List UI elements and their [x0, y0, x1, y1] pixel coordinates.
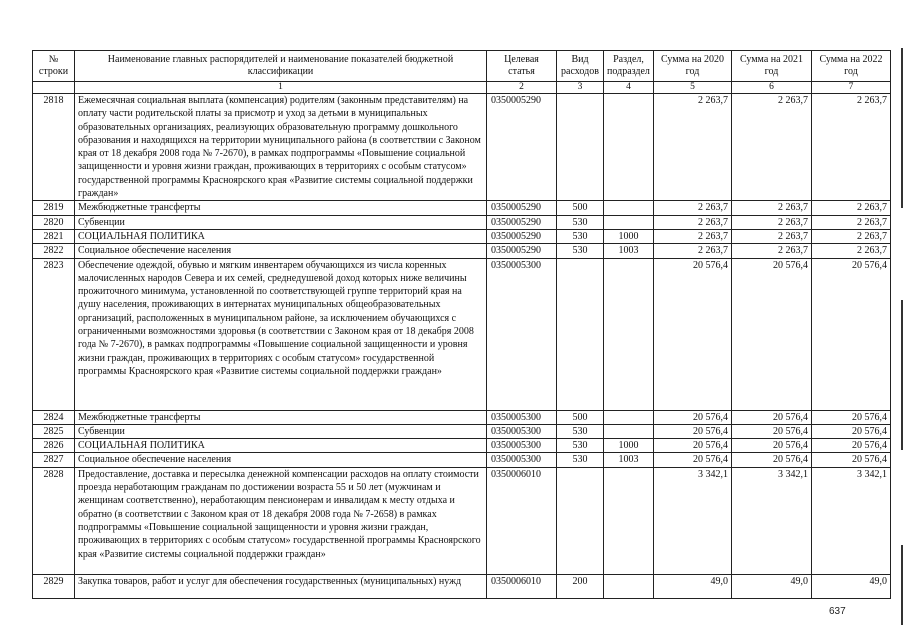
row-target-article: 0350005300: [487, 258, 557, 410]
row-sum-2020: 20 576,4: [654, 410, 732, 424]
row-target-article: 0350005300: [487, 424, 557, 438]
row-section: 1003: [604, 244, 654, 258]
row-target-article: 0350005300: [487, 439, 557, 453]
row-sum-2022: 2 263,7: [812, 229, 891, 243]
row-name: Ежемесячная социальная выплата (компенсация) родителям (законным представителям) на оплату части родительской платы за присмотр и уход за детьми в муниципальных образовательных организациях, реализующих образовательную программу дошкольного образования и находящихся на территории муниципального района (в соответствии с Законом края от 18 декабря 2008 года № 7-2670), в рамках подпрограммы «Повышение социальной защищенности и уровня жизни граждан, проживающих в территориях с особым статусом» государственной программы Красноярского края «Развитие системы социальной поддержки граждан»: [75, 94, 487, 201]
row-number: 2828: [33, 467, 75, 574]
row-number: 2820: [33, 215, 75, 229]
row-target-article: 0350005290: [487, 94, 557, 201]
row-sum-2022: 20 576,4: [812, 439, 891, 453]
row-name: СОЦИАЛЬНАЯ ПОЛИТИКА: [75, 439, 487, 453]
row-sum-2021: 2 263,7: [732, 94, 812, 201]
row-sum-2022: 20 576,4: [812, 410, 891, 424]
table-row: [33, 467, 891, 574]
row-sum-2021: 2 263,7: [732, 215, 812, 229]
row-section: [604, 574, 654, 598]
table-row: [33, 410, 891, 424]
row-sum-2021: 20 576,4: [732, 410, 812, 424]
budget-table-container: [32, 50, 890, 599]
header-sum-2020: Сумма на 2020 год: [654, 51, 732, 82]
row-expense-kind: 530: [557, 215, 604, 229]
row-expense-kind: 530: [557, 424, 604, 438]
row-sum-2021: 49,0: [732, 574, 812, 598]
table-header-row: [33, 51, 891, 82]
row-sum-2020: 20 576,4: [654, 453, 732, 467]
row-name: Предоставление, доставка и пересылка денежной компенсации расходов на оплату стоимости проезда неработающим гражданам по достижении возраста 55 и 50 лет (мужчинам и женщинам соответственно), неработающим пенсионерам и инвалидам к месту отдыха и обратно (в соответствии с Законом края от 18 декабря 2008 года № 7-2658) в рамках подпрограммы «Повышение социальной защищенности и уровня жизни граждан, проживающих в территориях с особым статусом» государственной программы Красноярского края «Развитие системы социальной поддержки граждан»: [75, 467, 487, 574]
row-target-article: 0350005300: [487, 453, 557, 467]
column-number-blank: [33, 82, 75, 94]
row-expense-kind: [557, 94, 604, 201]
table-row: [33, 215, 891, 229]
row-section: [604, 424, 654, 438]
row-number: 2825: [33, 424, 75, 438]
row-section: [604, 467, 654, 574]
row-sum-2021: 20 576,4: [732, 439, 812, 453]
table-row: [33, 258, 891, 410]
row-sum-2020: 2 263,7: [654, 215, 732, 229]
header-row-number: № строки: [33, 51, 75, 82]
page-number: 637: [829, 606, 846, 617]
row-name: Межбюджетные трансферты: [75, 201, 487, 215]
row-target-article: 0350005290: [487, 229, 557, 243]
row-sum-2020: 2 263,7: [654, 229, 732, 243]
header-name: Наименование главных распорядителей и наименование показателей бюджетной классификации: [75, 51, 487, 82]
row-sum-2021: 20 576,4: [732, 258, 812, 410]
column-number: 6: [732, 82, 812, 94]
row-section: [604, 201, 654, 215]
row-number: 2822: [33, 244, 75, 258]
row-expense-kind: [557, 258, 604, 410]
row-name: Субвенции: [75, 424, 487, 438]
row-number: 2821: [33, 229, 75, 243]
table-row: [33, 574, 891, 598]
row-number: 2827: [33, 453, 75, 467]
row-section: [604, 258, 654, 410]
row-sum-2021: 2 263,7: [732, 244, 812, 258]
row-name: Субвенции: [75, 215, 487, 229]
row-sum-2020: 2 263,7: [654, 201, 732, 215]
row-sum-2022: 49,0: [812, 574, 891, 598]
row-sum-2021: 3 342,1: [732, 467, 812, 574]
column-number-row: [33, 82, 891, 94]
row-sum-2020: 20 576,4: [654, 439, 732, 453]
column-number: 2: [487, 82, 557, 94]
row-number: 2824: [33, 410, 75, 424]
row-target-article: 0350006010: [487, 574, 557, 598]
row-sum-2020: 20 576,4: [654, 258, 732, 410]
row-expense-kind: 500: [557, 201, 604, 215]
binding-edge-line: [901, 545, 903, 625]
row-sum-2022: 2 263,7: [812, 94, 891, 201]
row-target-article: 0350005290: [487, 244, 557, 258]
row-sum-2020: 49,0: [654, 574, 732, 598]
row-name: Межбюджетные трансферты: [75, 410, 487, 424]
header-sum-2021: Сумма на 2021 год: [732, 51, 812, 82]
row-section: [604, 94, 654, 201]
row-sum-2021: 2 263,7: [732, 229, 812, 243]
row-name: СОЦИАЛЬНАЯ ПОЛИТИКА: [75, 229, 487, 243]
row-section: 1000: [604, 229, 654, 243]
row-target-article: 0350005300: [487, 410, 557, 424]
row-sum-2021: 20 576,4: [732, 424, 812, 438]
row-target-article: 0350005290: [487, 215, 557, 229]
table-row: [33, 453, 891, 467]
table-row: [33, 244, 891, 258]
table-row: [33, 424, 891, 438]
header-expense-kind: Вид расходов: [557, 51, 604, 82]
row-sum-2022: 2 263,7: [812, 215, 891, 229]
row-expense-kind: 200: [557, 574, 604, 598]
header-section: Раздел, подраздел: [604, 51, 654, 82]
table-row: [33, 439, 891, 453]
row-section: 1003: [604, 453, 654, 467]
row-sum-2020: 2 263,7: [654, 94, 732, 201]
row-number: 2818: [33, 94, 75, 201]
table-row: [33, 201, 891, 215]
row-sum-2021: 2 263,7: [732, 201, 812, 215]
row-target-article: 0350006010: [487, 467, 557, 574]
row-sum-2022: 3 342,1: [812, 467, 891, 574]
budget-table: [32, 50, 891, 599]
row-name: Обеспечение одеждой, обувью и мягким инвентарем обучающихся из числа коренных малочисленных народов Севера и их семей, среднедушевой доход которых ниже величины прожиточного минимума, установленной по соответствующей группе территорий края на душу населения, проживающих в интернатах муниципальных общеобразовательных организаций, расположенных в муниципальном районе, за исключением обучающихся с ограниченными возможностями здоровья (в соответствии с Законом края от 18 декабря 2008 года № 7-2670), в рамках подпрограммы «Повышение социальной защищенности и уровня жизни граждан, проживающих в территориях с особым статусом» государственной программы Красноярского края «Развитие системы социальной поддержки граждан»: [75, 258, 487, 410]
row-number: 2829: [33, 574, 75, 598]
row-sum-2022: 20 576,4: [812, 258, 891, 410]
row-name: Социальное обеспечение населения: [75, 453, 487, 467]
row-expense-kind: [557, 467, 604, 574]
row-section: [604, 410, 654, 424]
row-name: Социальное обеспечение населения: [75, 244, 487, 258]
row-sum-2022: 20 576,4: [812, 453, 891, 467]
header-sum-2022: Сумма на 2022 год: [812, 51, 891, 82]
binding-edge-line: [901, 300, 903, 450]
row-sum-2021: 20 576,4: [732, 453, 812, 467]
row-name: Закупка товаров, работ и услуг для обеспечения государственных (муниципальных) нужд: [75, 574, 487, 598]
row-sum-2020: 3 342,1: [654, 467, 732, 574]
row-section: 1000: [604, 439, 654, 453]
column-number: 4: [604, 82, 654, 94]
row-expense-kind: 500: [557, 410, 604, 424]
row-expense-kind: 530: [557, 244, 604, 258]
column-number: 3: [557, 82, 604, 94]
column-number: 1: [75, 82, 487, 94]
table-row: [33, 94, 891, 201]
row-number: 2819: [33, 201, 75, 215]
column-number: 5: [654, 82, 732, 94]
header-target-article: Целевая статья: [487, 51, 557, 82]
row-section: [604, 215, 654, 229]
row-sum-2020: 20 576,4: [654, 424, 732, 438]
row-target-article: 0350005290: [487, 201, 557, 215]
row-number: 2823: [33, 258, 75, 410]
row-expense-kind: 530: [557, 453, 604, 467]
row-sum-2020: 2 263,7: [654, 244, 732, 258]
row-sum-2022: 2 263,7: [812, 244, 891, 258]
column-number: 7: [812, 82, 891, 94]
row-sum-2022: 2 263,7: [812, 201, 891, 215]
binding-edge-line: [901, 48, 903, 208]
row-expense-kind: 530: [557, 229, 604, 243]
table-row: [33, 229, 891, 243]
row-number: 2826: [33, 439, 75, 453]
row-expense-kind: 530: [557, 439, 604, 453]
row-sum-2022: 20 576,4: [812, 424, 891, 438]
